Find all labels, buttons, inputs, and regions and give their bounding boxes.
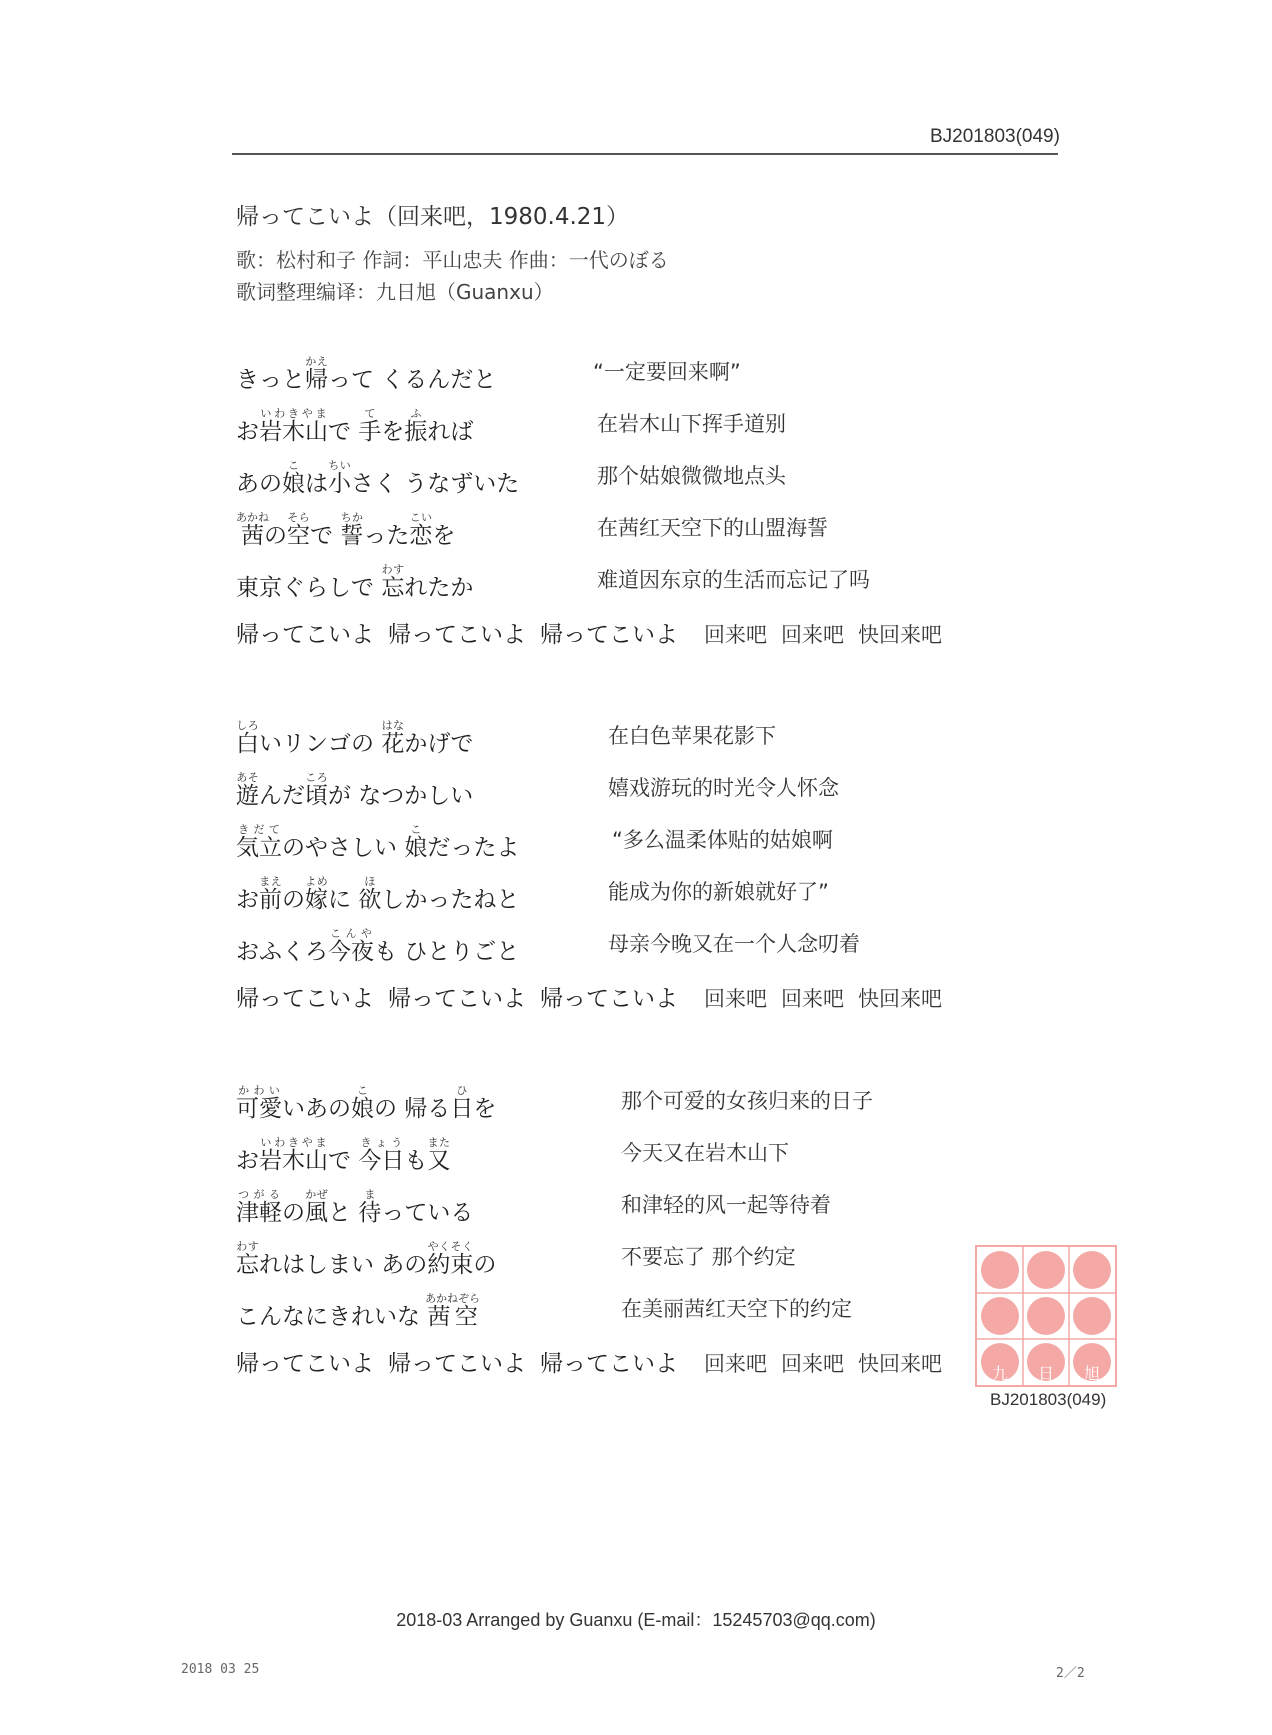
lyric-line-jp: お岩木山いわきやまで 今日きょうも又また: [236, 1136, 451, 1174]
lyric-line-jp: 遊あそんだ頃ころが なつかしい: [236, 771, 474, 809]
lyric-line-jp: おふくろ今夜こんやも ひとりごと: [236, 927, 520, 965]
lyric-line-jp: 東京ぐらしで 忘わすれたか: [236, 563, 474, 601]
lyric-line-jp: 津軽つがるの風かぜと 待まっている: [236, 1188, 474, 1226]
document-code: BJ201803(049): [930, 126, 1060, 147]
song-title: 帰ってこいよ（回来吧，1980.4.21）: [236, 204, 630, 230]
lyric-line-cn: 那个可爱的女孩归来的日子: [621, 1089, 873, 1113]
footer-arranged-by: 2018-03 Arranged by Guanxu (E-mail：15245703@qq.com): [396, 1610, 876, 1630]
lyric-line-jp: 白しろいリンゴの 花はなかげで: [236, 719, 474, 757]
lyric-line-jp: あの娘こは小ちいさく うなずいた: [236, 459, 520, 497]
lyric-line-cn: 在白色苹果花影下: [608, 724, 776, 748]
refrain-line: 帰ってこいよ 帰ってこいよ 帰ってこいよ 回来吧 回来吧 快回来吧: [236, 1351, 942, 1377]
seal-grid-graphic: [977, 1247, 1115, 1385]
seal-code: BJ201803(049): [990, 1390, 1107, 1409]
lyric-line-jp: お前まえの嫁よめに 欲ほしかったねと: [236, 875, 520, 913]
seal-stamp: [975, 1245, 1117, 1387]
lyric-line-cn: “多么温柔体贴的姑娘啊: [612, 828, 833, 852]
refrain-line: 帰ってこいよ 帰ってこいよ 帰ってこいよ 回来吧 回来吧 快回来吧: [236, 622, 942, 648]
page-number: 2／2: [1056, 1666, 1085, 1681]
header-rule: [232, 153, 1058, 155]
lyric-line-jp: 忘わすれはしまい あの約束やくそくの: [236, 1240, 497, 1278]
lyric-line-jp: こんなにきれいな 茜空あかねぞら: [236, 1292, 481, 1330]
lyric-line-cn: 在茜红天空下的山盟海誓: [597, 516, 828, 540]
song-credits: [236, 244, 669, 308]
lyric-line-cn: 和津轻的风一起等待着: [621, 1193, 831, 1217]
credits-line-2: 歌词整理编译：九日旭（Guanxu）: [236, 280, 554, 304]
lyric-line-jp: きっと帰かえって くるんだと: [236, 355, 497, 393]
seal-char: 九: [991, 1364, 1009, 1383]
refrain-line: 帰ってこいよ 帰ってこいよ 帰ってこいよ 回来吧 回来吧 快回来吧: [236, 986, 942, 1012]
lyric-line-cn: 不要忘了 那个约定: [621, 1245, 796, 1269]
lyric-line-cn: 嬉戏游玩的时光令人怀念: [608, 776, 839, 800]
lyric-line-jp: 茜あかねの空そらで 誓ちかった恋こいを: [236, 511, 456, 549]
seal-char: 旭: [1083, 1364, 1101, 1383]
lyric-line-cn: 今天又在岩木山下: [621, 1141, 789, 1165]
lyric-line-cn: 在岩木山下挥手道别: [597, 412, 786, 436]
lyric-line-cn: “一定要回来啊”: [593, 360, 741, 384]
lyric-line-cn: 能成为你的新娘就好了”: [608, 880, 829, 904]
lyric-line-cn: 母亲今晚又在一个人念叨着: [608, 932, 860, 956]
lyric-line-cn: 在美丽茜红天空下的约定: [621, 1297, 852, 1321]
lyric-line-jp: お岩木山いわきやまで 手てを振ふれば: [236, 407, 474, 445]
lyric-line-cn: 那个姑娘微微地点头: [597, 464, 786, 488]
footer-date: 2018 03 25: [181, 1662, 260, 1677]
lyric-line-cn: 难道因东京的生活而忘记了吗: [597, 568, 870, 592]
lyric-line-jp: 可愛かわいいあの娘この 帰る日ひを: [236, 1084, 497, 1122]
lyric-line-jp: 気立きだてのやさしい 娘こだったよ: [236, 823, 520, 861]
credits-line-1: 歌：松村和子 作詞：平山忠夫 作曲：一代のぼる: [236, 248, 669, 272]
seal-char: 日: [1037, 1364, 1055, 1383]
